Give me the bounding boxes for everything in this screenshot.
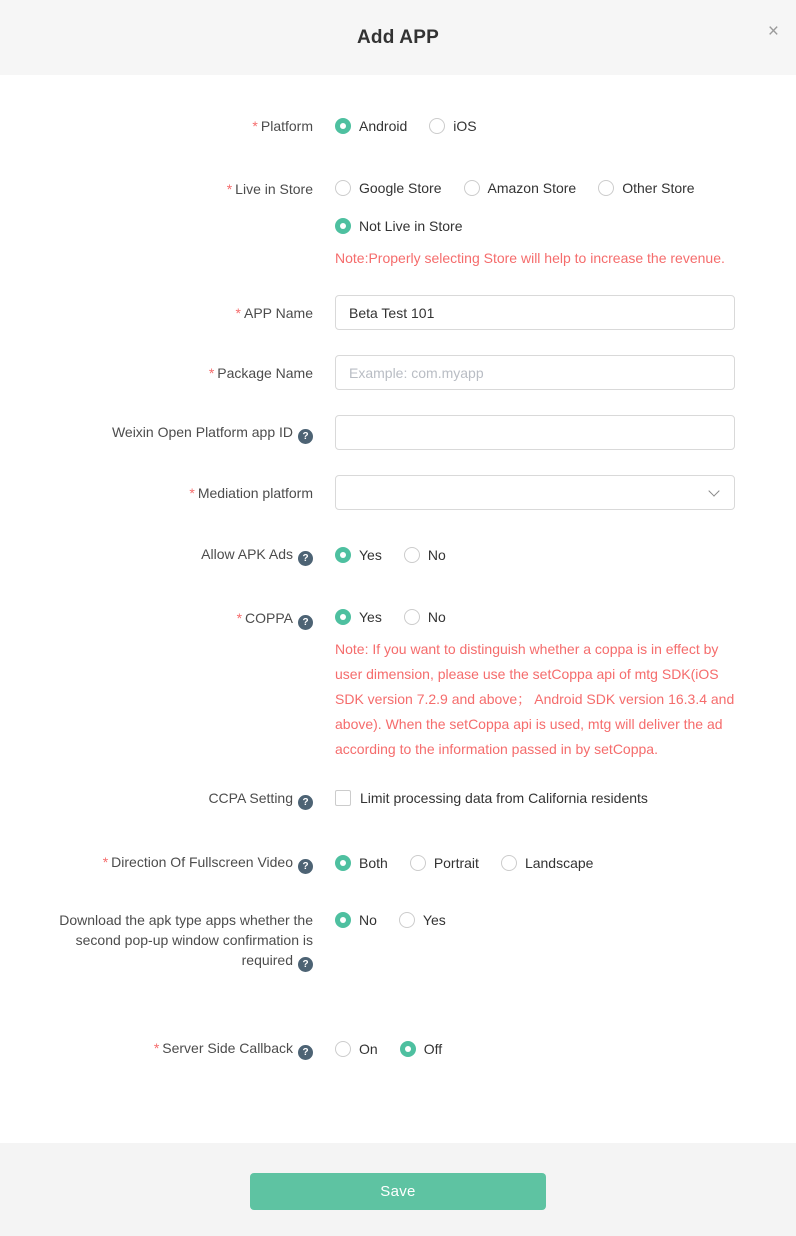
app-name-label: * APP Name: [235, 304, 313, 321]
radio-option-portrait[interactable]: [410, 855, 479, 871]
radio-label: iOS: [453, 118, 477, 134]
radio-label: Android: [359, 118, 408, 134]
radio-unselected-icon: [410, 855, 426, 871]
radio-option-not-live-in-store[interactable]: [335, 218, 463, 234]
dialog-title: Add APP: [357, 26, 439, 48]
radio-selected-icon: [335, 912, 351, 928]
radio-unselected-icon: [464, 180, 480, 196]
ccpa-limit-checkbox[interactable]: [335, 790, 648, 806]
radio-unselected-icon: [429, 118, 445, 134]
radio-unselected-icon: [404, 547, 420, 563]
radio-selected-icon: [335, 855, 351, 871]
checkbox-label: Limit processing data from California residents: [360, 789, 648, 806]
platform-radio-group: [335, 117, 735, 135]
radio-option-coppa-yes[interactable]: [335, 609, 382, 625]
live-in-store-row: [0, 179, 796, 271]
close-icon[interactable]: ×: [767, 21, 779, 42]
coppa-label: * COPPA ?: [0, 608, 313, 630]
package-name-row: [0, 355, 796, 390]
store-radio-group: [335, 179, 735, 197]
radio-label: Amazon Store: [487, 180, 577, 196]
ccpa-setting-row: [0, 788, 796, 810]
radio-unselected-icon: [399, 912, 415, 928]
server-side-callback-row: [0, 1038, 796, 1060]
radio-label: No: [427, 609, 446, 625]
save-button[interactable]: Save: [250, 1173, 546, 1210]
mediation-platform-select[interactable]: [335, 475, 735, 510]
help-icon[interactable]: ?: [298, 615, 313, 630]
fullscreen-video-direction-row: [0, 852, 796, 874]
radio-option-other-store[interactable]: [598, 180, 694, 196]
dialog-footer: [0, 1143, 796, 1236]
radio-unselected-icon: [335, 180, 351, 196]
radio-selected-icon: [335, 609, 351, 625]
checkbox-unchecked-icon: [335, 790, 351, 806]
radio-label: On: [359, 1041, 378, 1057]
required-asterisk: *: [102, 854, 109, 870]
radio-selected-icon: [400, 1041, 416, 1057]
coppa-row: [0, 608, 796, 762]
allow-apk-ads-radio-group: [335, 546, 735, 564]
app-name-input[interactable]: [335, 295, 735, 330]
required-asterisk: *: [153, 1040, 160, 1056]
radio-option-amazon-store[interactable]: [464, 180, 577, 196]
required-asterisk: *: [235, 304, 241, 321]
radio-option-callback-off[interactable]: [400, 1041, 442, 1057]
radio-selected-icon: [335, 547, 351, 563]
package-name-input[interactable]: [335, 355, 735, 390]
form-body: [0, 75, 796, 1143]
dialog-header: [0, 0, 796, 75]
radio-unselected-icon: [404, 609, 420, 625]
server-side-callback-label: * Server Side Callback ?: [0, 1038, 313, 1060]
mediation-platform-label: * Mediation platform: [189, 484, 313, 501]
radio-option-callback-on[interactable]: [335, 1041, 378, 1057]
platform-row: [0, 116, 796, 136]
app-name-row: [0, 295, 796, 330]
platform-label: * Platform: [252, 118, 313, 134]
radio-option-landscape[interactable]: [501, 855, 594, 871]
radio-label: Other Store: [622, 180, 695, 196]
package-name-label: * Package Name: [208, 364, 313, 381]
radio-selected-icon: [335, 118, 351, 134]
server-side-callback-radio-group: [335, 1040, 735, 1058]
radio-option-both[interactable]: [335, 855, 388, 871]
allow-apk-ads-label: Allow APK Ads ?: [0, 544, 313, 566]
radio-label: Not Live in Store: [359, 218, 463, 234]
radio-label: Off: [423, 1041, 443, 1057]
help-icon[interactable]: ?: [298, 859, 313, 874]
apk-second-popup-row: [0, 910, 796, 972]
radio-option-apk-ads-no[interactable]: [404, 547, 446, 563]
radio-label: Landscape: [524, 855, 594, 871]
radio-option-coppa-no[interactable]: [404, 609, 446, 625]
weixin-app-id-label: Weixin Open Platform app ID ?: [0, 422, 313, 444]
live-in-store-label: * Live in Store: [226, 181, 313, 197]
radio-selected-icon: [335, 218, 351, 234]
radio-label: Yes: [359, 547, 382, 563]
radio-option-ios[interactable]: [429, 118, 476, 134]
radio-label: Google Store: [359, 180, 442, 196]
radio-option-apk-ads-yes[interactable]: [335, 547, 382, 563]
help-icon[interactable]: ?: [298, 957, 313, 972]
direction-radio-group: [335, 854, 735, 872]
radio-option-google-store[interactable]: [335, 180, 442, 196]
fullscreen-video-direction-label: * Direction Of Fullscreen Video ?: [0, 852, 313, 874]
radio-label: Yes: [359, 609, 382, 625]
apk-second-popup-radio-group: [335, 911, 735, 929]
help-icon[interactable]: ?: [298, 429, 313, 444]
radio-option-popup-yes[interactable]: [399, 912, 446, 928]
weixin-app-id-row: [0, 415, 796, 450]
coppa-note-text: Note: If you want to distinguish whether a coppa is in effect by user dimension, please use the setCoppa api of mtg SDK(iOS SDK version 7.2.9 and above； Android SDK version 16.3.4 and above). When the setCoppa api is used, mtg will deliver the ad according to the information passed in by setCoppa.: [335, 641, 735, 757]
radio-label: Yes: [422, 912, 446, 928]
radio-unselected-icon: [598, 180, 614, 196]
mediation-platform-row: [0, 475, 796, 510]
store-note-text: Note:Properly selecting Store will help to increase the revenue.: [335, 250, 725, 266]
radio-option-android[interactable]: [335, 118, 407, 134]
allow-apk-ads-row: [0, 544, 796, 566]
required-asterisk: *: [208, 364, 215, 381]
radio-unselected-icon: [501, 855, 517, 871]
radio-label: Portrait: [433, 855, 479, 871]
radio-unselected-icon: [335, 1041, 351, 1057]
weixin-app-id-input[interactable]: [335, 415, 735, 450]
required-asterisk: *: [252, 118, 258, 134]
required-asterisk: *: [226, 181, 233, 197]
ccpa-setting-label: CCPA Setting ?: [0, 788, 313, 810]
coppa-radio-group: [335, 608, 735, 626]
radio-label: No: [359, 912, 377, 928]
radio-option-popup-no[interactable]: [335, 912, 377, 928]
required-asterisk: *: [236, 610, 243, 626]
required-asterisk: *: [189, 484, 195, 501]
help-icon[interactable]: ?: [298, 795, 313, 810]
radio-label: No: [427, 547, 446, 563]
chevron-down-icon: [708, 485, 719, 496]
radio-label: Both: [359, 855, 388, 871]
help-icon[interactable]: ?: [298, 1045, 313, 1060]
apk-second-popup-label: Download the apk type apps whether the second pop-up window confirmation is required ?: [59, 912, 313, 970]
help-icon[interactable]: ?: [298, 551, 313, 566]
